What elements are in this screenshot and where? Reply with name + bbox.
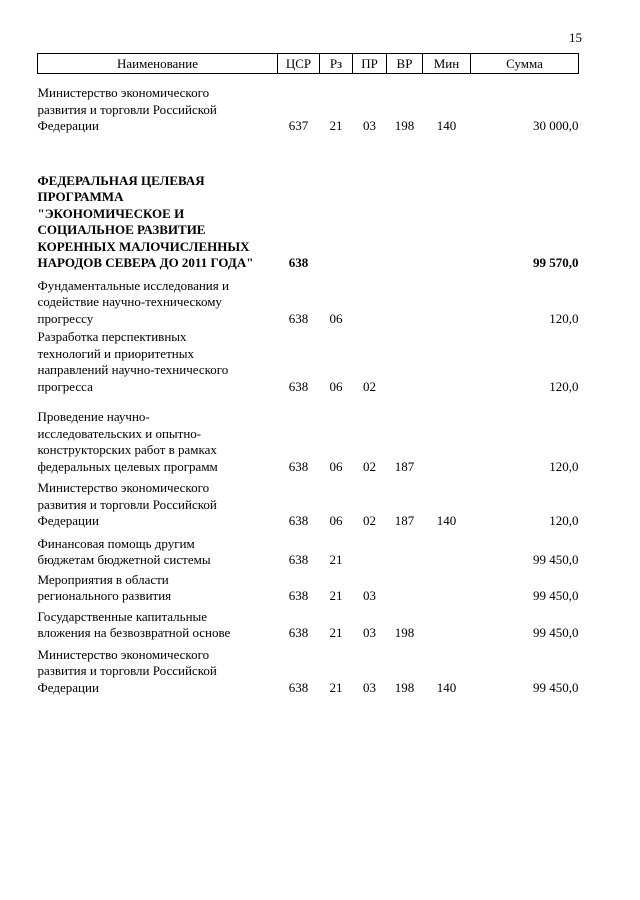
row-name: Финансовая помощь другим бюджетам бюджетной системы <box>37 535 211 567</box>
row-pr: 03 <box>363 679 376 695</box>
row-min: 140 <box>436 513 457 528</box>
header-rz: Рз <box>320 54 353 74</box>
row-name: Министерство экономического развития и торговли Российской Федерации <box>37 646 217 695</box>
row-csr: 638 <box>288 679 309 695</box>
row-rz: 06 <box>329 310 343 326</box>
table-row-program <box>38 135 579 272</box>
row-name: Проведение научно- исследовательских и опытно- конструкторских работ в рамках федеральных целевых программ <box>37 409 218 474</box>
row-rz: 21 <box>329 679 343 695</box>
row-name: Министерство экономического развития и торговли Российской Федерации <box>37 480 217 528</box>
row-sum: 120,0 <box>549 378 579 394</box>
row-csr: 638 <box>288 552 309 567</box>
row-csr: 638 <box>288 378 309 394</box>
row-vr: 187 <box>394 458 415 474</box>
row-rz: 06 <box>329 458 343 474</box>
row-rz <box>320 135 353 272</box>
row-sum: 99 450,0 <box>533 679 579 695</box>
row-rz: 21 <box>329 552 343 567</box>
row-vr: 198 <box>394 679 415 695</box>
row-sum: 99 570,0 <box>533 255 579 270</box>
row-csr: 638 <box>288 625 309 640</box>
row-csr: 638 <box>288 513 309 528</box>
row-name: Министерство экономического развития и торговли Российской Федерации <box>37 85 217 133</box>
row-name: Разработка перспективных технологий и приоритетных направлений научно-технического прогресса <box>37 329 229 394</box>
row-min <box>423 327 471 395</box>
row-sum: 99 450,0 <box>533 552 579 567</box>
row-name: Фундаментальные исследования и содействие научно-техническому прогрессу <box>37 277 229 326</box>
row-vr: 198 <box>394 118 415 133</box>
header-sum: Сумма <box>471 54 579 74</box>
header-min: Мин <box>423 54 471 74</box>
table-row <box>38 642 579 697</box>
table-row <box>38 395 579 475</box>
table-row <box>38 327 579 395</box>
row-min <box>423 569 471 605</box>
row-csr: 638 <box>288 255 309 270</box>
row-rz: 06 <box>329 378 343 394</box>
row-sum: 120,0 <box>549 458 579 474</box>
row-min <box>423 395 471 475</box>
row-pr <box>353 530 387 569</box>
row-rz: 06 <box>329 513 343 528</box>
row-sum: 30 000,0 <box>533 118 579 133</box>
row-csr: 638 <box>288 458 309 474</box>
row-rz: 21 <box>329 588 343 603</box>
row-name: Мероприятия в области регионального развития <box>37 571 172 603</box>
row-sum: 120,0 <box>549 513 579 528</box>
row-pr: 02 <box>363 513 376 528</box>
row-csr: 637 <box>288 118 309 133</box>
row-rz: 21 <box>329 625 343 640</box>
row-min <box>423 605 471 642</box>
table-row <box>38 475 579 530</box>
row-vr <box>387 327 423 395</box>
header-csr: ЦСР <box>278 54 320 74</box>
budget-table <box>37 53 579 696</box>
page-number: 15 <box>569 30 582 45</box>
table-row <box>38 530 579 569</box>
table-row <box>38 605 579 642</box>
table-row <box>38 272 579 328</box>
row-csr: 638 <box>288 588 309 603</box>
row-min <box>423 530 471 569</box>
row-csr: 638 <box>288 310 309 326</box>
row-min <box>423 272 471 328</box>
row-name: Государственные капитальные вложения на безвозвратной основе <box>37 608 231 640</box>
row-pr: 02 <box>363 458 376 474</box>
row-vr <box>387 272 423 328</box>
row-min <box>423 135 471 272</box>
header-vr: ВР <box>387 54 423 74</box>
row-min: 140 <box>436 679 457 695</box>
row-vr: 198 <box>394 625 415 640</box>
row-pr: 03 <box>363 625 376 640</box>
row-vr <box>387 530 423 569</box>
row-vr: 187 <box>394 513 415 528</box>
row-pr: 03 <box>363 118 376 133</box>
table-row <box>38 569 579 605</box>
row-vr <box>387 569 423 605</box>
row-pr: 02 <box>363 378 376 394</box>
row-pr <box>353 135 387 272</box>
row-sum: 120,0 <box>549 310 579 326</box>
row-min: 140 <box>436 118 457 133</box>
header-name: Наименование <box>38 54 278 74</box>
row-sum: 99 450,0 <box>533 588 579 603</box>
row-sum: 99 450,0 <box>533 625 579 640</box>
table-row <box>38 74 579 135</box>
row-pr <box>353 272 387 328</box>
program-title: ФЕДЕРАЛЬНАЯ ЦЕЛЕВАЯ ПРОГРАММА "ЭКОНОМИЧЕСКОЕ И СОЦИАЛЬНОЕ РАЗВИТИЕ КОРЕННЫХ МАЛОЧИСЛЕННЫХ НАРОДОВ СЕВЕРА ДО 2011 ГОДА" <box>37 172 254 270</box>
header-pr: ПР <box>353 54 387 74</box>
row-rz: 21 <box>329 118 343 133</box>
row-pr: 03 <box>363 588 376 603</box>
row-vr <box>387 135 423 272</box>
table-header-row <box>38 54 579 74</box>
